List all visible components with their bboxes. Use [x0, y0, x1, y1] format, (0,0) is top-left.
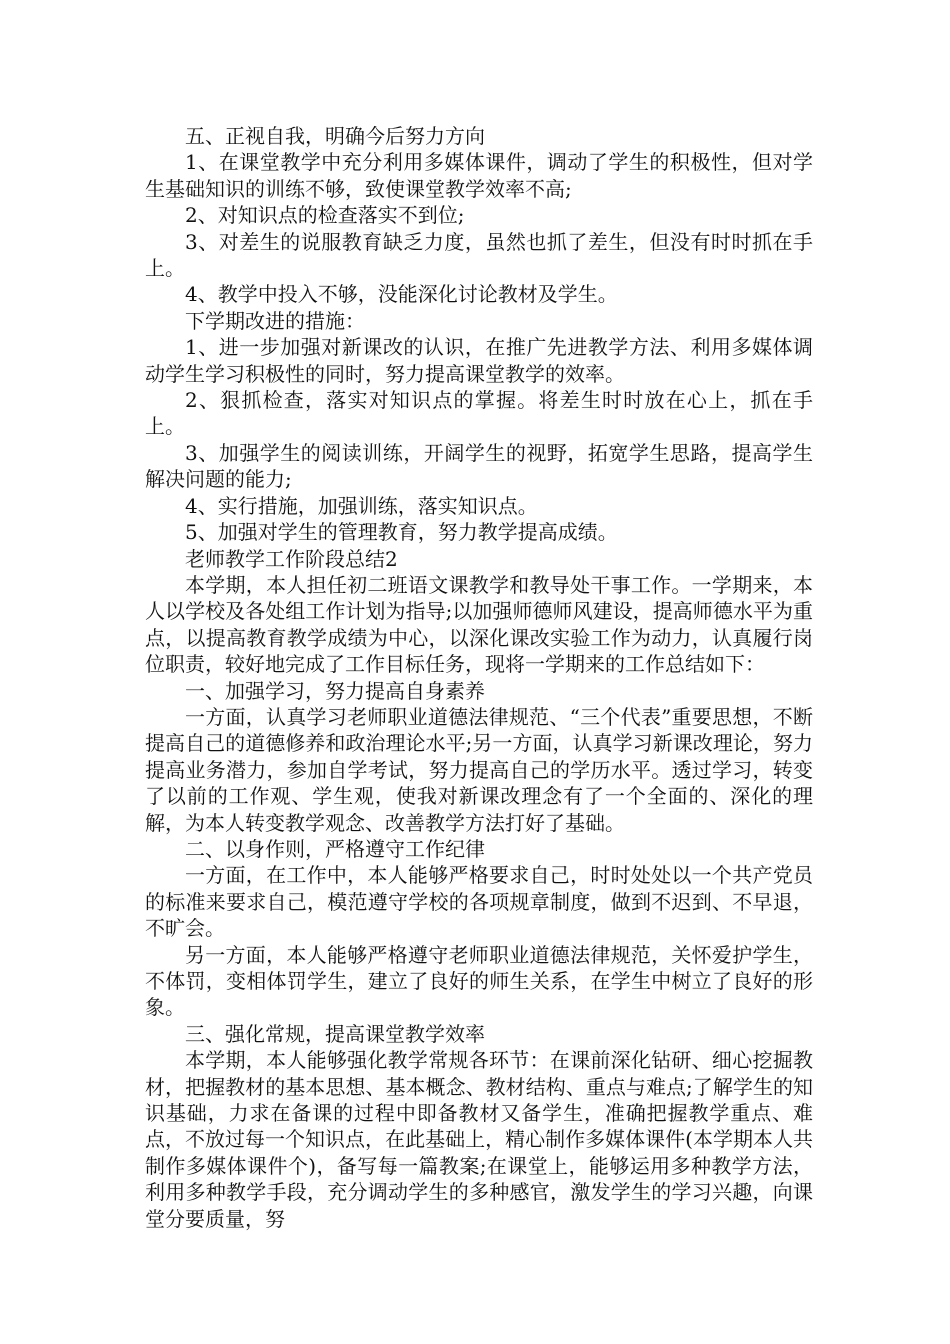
list-item: 4、教学中投入不够，没能深化讨论教材及学生。: [185, 282, 618, 307]
list-item: 2、狠抓检查，落实对知识点的掌握。将差生时时放在心上，抓在手上。: [145, 388, 813, 439]
section-heading: 五、正视自我，明确今后努力方向: [185, 124, 485, 148]
list-item: 3、对差生的说服教育缺乏力度，虽然也抓了差生，但没有时时抓在手上。: [145, 229, 813, 281]
document-page: [145, 123, 813, 1232]
list-item: 1、在课堂教学中充分利用多媒体课件，调动了学生的积极性，但对学生基础知识的训练不够，致使课堂教学效率不高;: [145, 150, 813, 201]
body-paragraph: 一方面，在工作中，本人能够严格要求自己，时时处处以一个共产党员的标准来要求自己，模范遵守学校的各项规章制度，做到不迟到、不早退，不旷会。: [145, 863, 813, 941]
body-paragraph: 一方面，认真学习老师职业道德法律规范、“三个代表”重要思想，不断提高自己的道德修养和政治理论水平;另一方面，认真学习新课改理论，努力提高业务潜力，参加自学考试，努力提高自己的学历水平。透过学习，转变了以前的工作观、学生观，使我对新课改理念有了一个全面的、深化的理解，为本人转变教学观念、改善教学方法打好了基础。: [145, 704, 813, 835]
section-heading: 三、强化常规，提高课堂教学效率: [185, 1021, 485, 1046]
list-item: 3、加强学生的阅读训练，开阔学生的视野，拓宽学生思路，提高学生解决问题的能力;: [145, 440, 813, 492]
body-paragraph: 另一方面，本人能够严格遵守老师职业道德法律规范，关怀爱护学生，不体罚，变相体罚学生，建立了良好的师生关系，在学生中树立了良好的形象。: [145, 942, 813, 1020]
section-heading: 二、以身作则，严格遵守工作纪律: [185, 836, 485, 861]
list-item: 5、加强对学生的管理教育，努力教学提高成绩。: [185, 520, 618, 545]
section-heading: 下学期改进的措施：: [185, 308, 365, 333]
section-heading: 一、加强学习，努力提高自身素养: [185, 678, 485, 703]
document-title: 老师教学工作阶段总结2: [185, 546, 398, 571]
list-item: 2、对知识点的检查落实不到位;: [185, 203, 465, 228]
body-paragraph: 本学期，本人担任初二班语文课教学和教导处干事工作。一学期来，本人以学校及各处组工作计划为指导;以加强师德师风建设，提高师德水平为重点，以提高教育教学成绩为中心，以深化课改实验工作为动力，认真履行岗位职责，较好地完成了工作目标任务，现将一学期来的工作总结如下：: [145, 572, 813, 677]
list-item: 1、进一步加强对新课改的认识，在推广先进教学方法、利用多媒体调动学生学习积极性的同时，努力提高课堂教学的效率。: [145, 335, 813, 386]
body-paragraph: 本学期，本人能够强化教学常规各环节：在课前深化钻研、细心挖掘教材，把握教材的基本思想、基本概念、教材结构、重点与难点;了解学生的知识基础，力求在备课的过程中即备教材又备学生，准确把握教学重点、难点，不放过每一个知识点，在此基础上，精心制作多媒体课件(本学期本人共制作多媒体课件个)，备写每一篇教案;在课堂上，能够运用多种教学方法，利用多种教学手段，充分调动学生的多种感官，激发学生的学习兴趣，向课堂分要质量，努: [145, 1048, 813, 1231]
list-item: 4、实行措施，加强训练，落实知识点。: [185, 493, 538, 518]
